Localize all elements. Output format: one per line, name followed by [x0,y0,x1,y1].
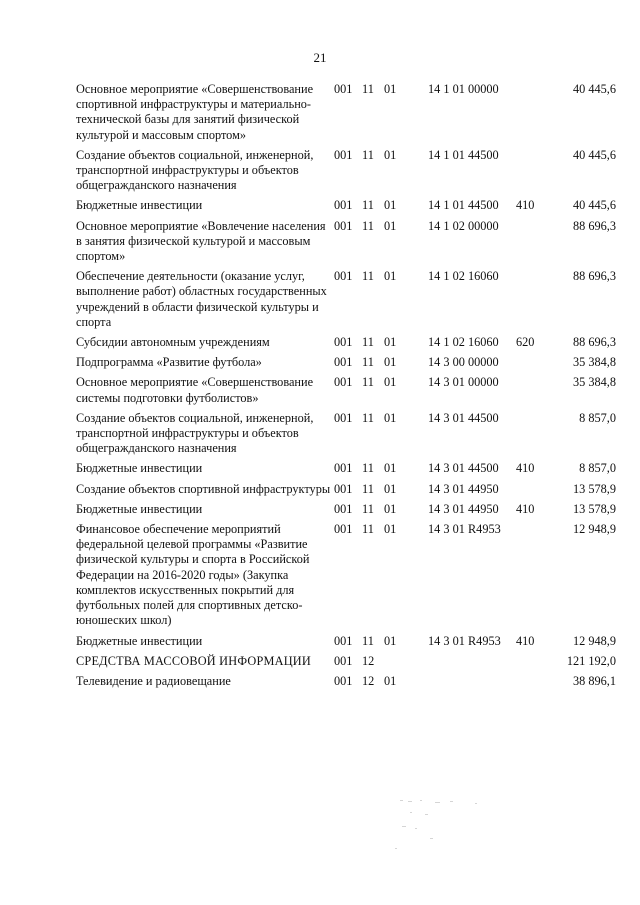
row-subsection-code: 01 [384,198,397,213]
row-subsection-code [384,654,428,674]
faint-stamp-marks [380,798,500,858]
row-subsection-code: 01 [384,355,397,370]
row-ved-code: 001 [334,355,353,370]
row-ved-code: 001 [334,82,353,96]
table-row [76,355,616,375]
row-expense-type: 410 [516,461,535,476]
budget-table [76,82,616,694]
row-expense-type [516,674,552,694]
row-amount: 40 445,6 [572,198,616,213]
row-section-code: 11 [362,355,374,370]
row-ved-code: 001 [334,269,353,284]
row-name: Основное мероприятие «Совершенствование спортивной инфраструктуры и материально-технической базы для занятий физической культурой и массовым спортом» [76,82,314,142]
budget-table-body [76,82,616,694]
row-expense-type [516,82,552,148]
row-subsection-code: 01 [384,82,397,96]
row-expense-type: 410 [516,501,535,516]
row-target-article: 14 3 01 R4953 [428,633,501,648]
row-subsection-code: 01 [384,269,397,284]
row-amount: 13 578,9 [572,481,616,496]
row-subsection-code: 01 [384,633,397,648]
row-subsection-code: 01 [384,147,397,162]
row-section-code: 11 [362,633,374,648]
row-section-code: 11 [362,218,374,233]
row-section-code: 11 [362,147,374,162]
row-subsection-code: 01 [384,335,397,350]
row-ved-code: 001 [334,522,353,537]
row-name: СРЕДСТВА МАССОВОЙ ИНФОРМАЦИИ [76,653,311,668]
row-amount: 35 384,8 [572,375,616,390]
table-row [76,634,616,654]
row-ved-code: 001 [334,461,353,476]
row-section-code: 11 [362,269,374,284]
row-expense-type [516,522,552,633]
row-subsection-code: 01 [384,673,397,688]
row-target-article: 14 1 02 16060 [428,335,499,350]
row-target-article: 14 1 01 00000 [428,82,499,96]
row-name: Подпрограмма «Развитие футбола» [76,355,262,370]
table-row [76,269,616,335]
row-target-article: 14 3 01 44950 [428,501,499,516]
table-row [76,411,616,462]
row-name: Создание объектов социальной, инженерной, транспортной инфраструктуры и объектов общегражданского назначения [76,410,314,456]
row-expense-type [516,654,552,674]
row-amount: 12 948,9 [572,522,616,537]
row-name: Бюджетные инвестиции [76,461,203,476]
row-name: Обеспечение деятельности (оказание услуг, выполнение работ) областных государственных учреждений в области физической культуры и спорта [76,269,327,329]
row-target-article [428,674,516,694]
row-target-article: 14 3 00 00000 [428,355,499,370]
table-row [76,482,616,502]
row-amount: 40 445,6 [572,147,616,162]
row-target-article: 14 1 01 44500 [428,147,499,162]
row-expense-type [516,482,552,502]
row-expense-type [516,219,552,270]
row-amount: 88 696,3 [572,269,616,284]
row-name: Бюджетные инвестиции [76,198,203,213]
row-expense-type [516,148,552,199]
row-section-code: 12 [362,673,375,688]
row-ved-code: 001 [334,481,353,496]
row-section-code: 11 [362,198,374,213]
row-name: Основное мероприятие «Вовлечение населения в занятия физической культурой и массовым спортом» [76,218,326,264]
row-ved-code: 001 [334,501,353,516]
row-subsection-code: 01 [384,218,397,233]
row-subsection-code: 01 [384,522,397,537]
row-subsection-code: 01 [384,501,397,516]
row-ved-code: 001 [334,335,353,350]
row-target-article: 14 1 01 44500 [428,198,499,213]
row-ved-code: 001 [334,198,353,213]
row-section-code: 11 [362,82,374,96]
row-target-article: 14 3 01 44500 [428,461,499,476]
row-section-code: 12 [362,653,375,668]
table-row [76,461,616,481]
row-ved-code: 001 [334,410,353,425]
row-name: Основное мероприятие «Совершенствование системы подготовки футболистов» [76,375,314,405]
row-section-code: 11 [362,501,374,516]
row-name: Финансовое обеспечение мероприятий федеральной целевой программы «Развитие физической культуры и спорта в Российской Федерации на 2016-2020 годы» (Закупка комплектов искусственных покрытий для футбольных полей для спортивных детско-юношеских школ) [76,522,310,628]
row-subsection-code: 01 [384,410,397,425]
page-number: 21 [313,50,327,65]
row-amount: 40 445,6 [572,82,616,96]
row-expense-type: 620 [516,335,535,350]
row-target-article: 14 3 01 R4953 [428,522,501,537]
row-expense-type: 410 [516,633,535,648]
row-name: Создание объектов спортивной инфраструктуры [76,481,331,496]
table-row [76,375,616,410]
row-amount: 12 948,9 [572,633,616,648]
row-section-code: 11 [362,410,374,425]
row-amount: 35 384,8 [572,355,616,370]
row-subsection-code: 01 [384,461,397,476]
table-row [76,335,616,355]
row-expense-type: 410 [516,198,535,213]
row-section-code: 11 [362,522,374,537]
row-name: Создание объектов социальной, инженерной, транспортной инфраструктуры и объектов общегражданского назначения [76,147,314,193]
row-section-code: 11 [362,335,374,350]
row-ved-code: 001 [334,375,353,390]
row-subsection-code: 01 [384,375,397,390]
row-name: Телевидение и радиовещание [76,673,231,688]
row-ved-code: 001 [334,147,353,162]
row-amount: 38 896,1 [572,673,616,688]
table-row [76,219,616,270]
row-amount: 88 696,3 [572,335,616,350]
row-name: Субсидии автономным учреждениям [76,335,270,350]
row-amount: 8 857,0 [579,410,616,425]
row-subsection-code: 01 [384,481,397,496]
row-name: Бюджетные инвестиции [76,501,203,516]
table-row [76,522,616,633]
row-ved-code: 001 [334,218,353,233]
row-target-article: 14 1 02 16060 [428,269,499,284]
row-section-code: 11 [362,461,374,476]
row-target-article: 14 3 01 00000 [428,375,499,390]
row-ved-code: 001 [334,633,353,648]
row-section-code: 11 [362,375,374,390]
row-expense-type [516,411,552,462]
row-name: Бюджетные инвестиции [76,633,203,648]
row-section-code: 11 [362,481,374,496]
row-target-article: 14 1 02 00000 [428,218,499,233]
row-amount: 121 192,0 [566,653,616,668]
table-row [76,148,616,199]
row-target-article: 14 3 01 44500 [428,410,499,425]
table-row [76,654,616,674]
row-expense-type [516,355,552,375]
row-ved-code: 001 [334,653,353,668]
row-ved-code: 001 [334,673,353,688]
table-row [76,502,616,522]
row-amount: 13 578,9 [572,501,616,516]
row-target-article [428,654,516,674]
row-amount: 88 696,3 [572,218,616,233]
row-amount: 8 857,0 [579,461,616,476]
table-row [76,82,616,148]
table-row [76,198,616,218]
row-expense-type [516,269,552,335]
row-expense-type [516,375,552,410]
row-target-article: 14 3 01 44950 [428,481,499,496]
table-row [76,674,616,694]
